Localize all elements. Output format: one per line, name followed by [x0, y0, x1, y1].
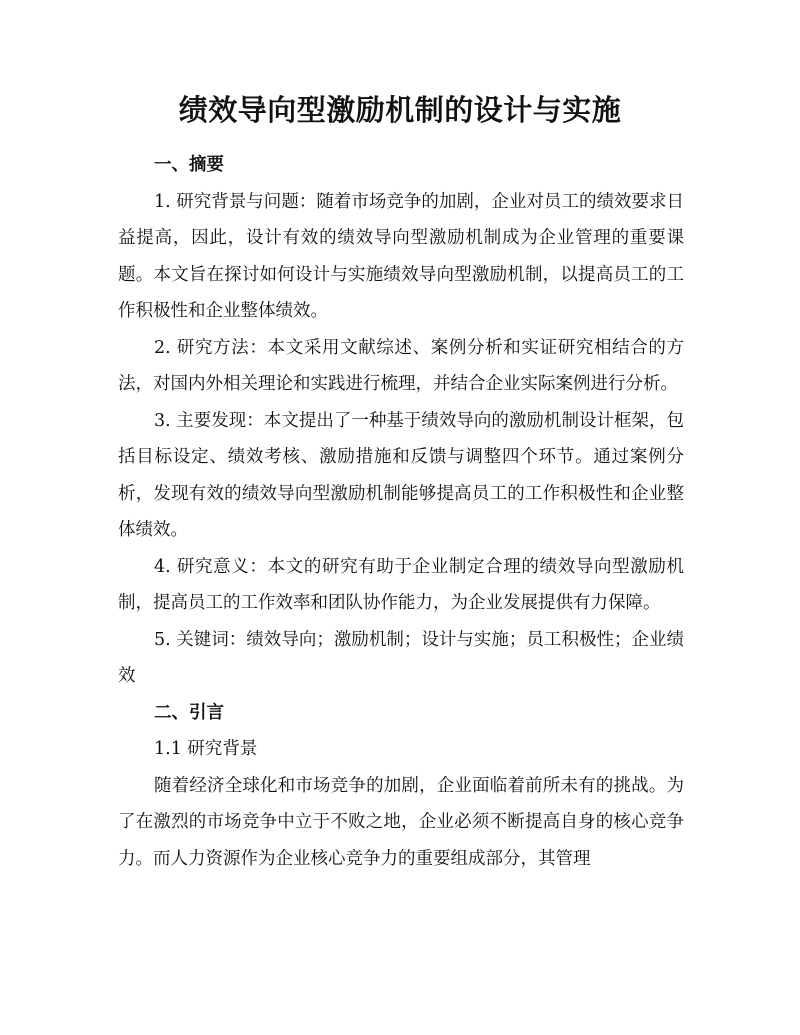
abstract-paragraph-findings: 3. 主要发现：本文提出了一种基于绩效导向的激励机制设计框架，包括目标设定、绩效考核、激励措施和反馈与调整四个环节。通过案例分析，发现有效的绩效导向型激励机制能够提高员工的工作积极性和企业整体绩效。: [118, 410, 684, 540]
abstract-paragraph-keywords: 5. 关键词：绩效导向；激励机制；设计与实施；员工积极性；企业绩效: [118, 629, 684, 686]
abstract-paragraph-background: 1. 研究背景与问题：随着市场竞争的加剧，企业对员工的绩效要求日益提高，因此，设计有效的绩效导向型激励机制成为企业管理的重要课题。本文旨在探讨如何设计与实施绩效导向型激励机制，以提高员工的工作积极性和企业整体绩效。: [118, 191, 684, 321]
section-heading-abstract: 一、摘要: [154, 155, 224, 175]
abstract-paragraph-significance: 4. 研究意义：本文的研究有助于企业制定合理的绩效导向型激励机制，提高员工的工作效率和团队协作能力，为企业发展提供有力保障。: [118, 556, 684, 613]
section-heading-introduction: 二、引言: [154, 702, 224, 723]
abstract-paragraph-methods: 2. 研究方法：本文采用文献综述、案例分析和实证研究相结合的方法，对国内外相关理论和实践进行梳理，并结合企业实际案例进行分析。: [118, 337, 684, 394]
document-body: [118, 147, 684, 877]
introduction-paragraph: 随着经济全球化和市场竞争的加剧，企业面临着前所未有的挑战。为了在激烈的市场竞争中立于不败之地，企业必须不断提高自身的核心竞争力。而人力资源作为企业核心竞争力的重要组成部分，其管理: [118, 775, 684, 869]
subsection-heading-background: 1.1 研究背景: [154, 739, 258, 759]
document-title: 绩效导向型激励机制的设计与实施: [178, 93, 622, 127]
